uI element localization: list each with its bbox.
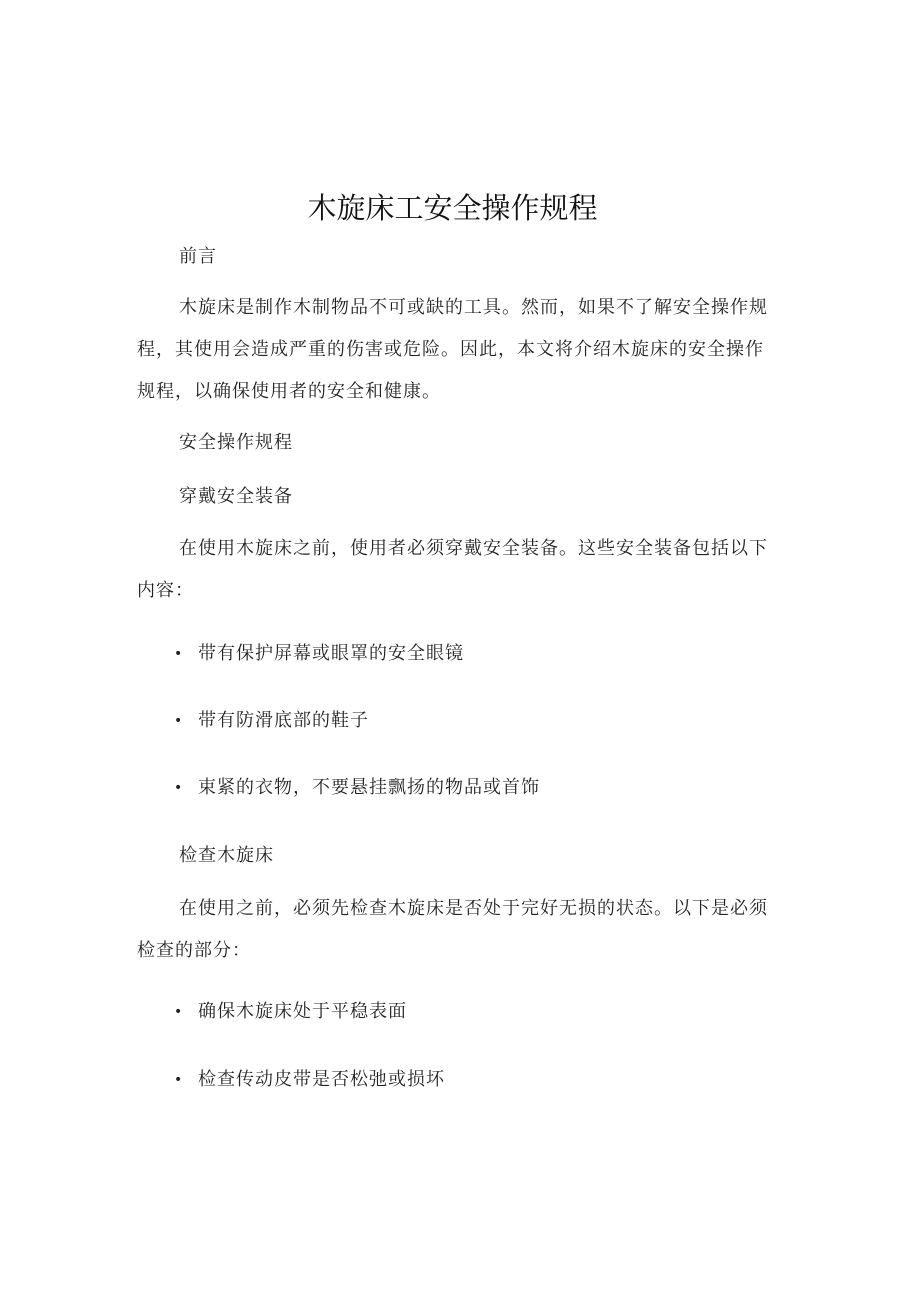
list-item-text: 带有防滑底部的鞋子 bbox=[198, 710, 369, 731]
list-item bbox=[174, 1068, 445, 1092]
subsection-heading-safety-gear: 穿戴安全装备 bbox=[179, 486, 293, 507]
preface-heading: 前言 bbox=[179, 246, 217, 267]
bullet-icon: • bbox=[174, 646, 184, 662]
document-title: 木旋床工安全操作规程 bbox=[307, 191, 598, 225]
list-item bbox=[174, 642, 464, 666]
inspect-lathe-paragraph: 在使用之前，必须先检查木旋床是否处于完好无损的状态。以下是必须检查的部分： bbox=[137, 898, 768, 961]
safety-gear-paragraph: 在使用木旋床之前，使用者必须穿戴安全装备。这些安全装备包括以下内容： bbox=[137, 538, 768, 601]
subsection-heading-inspect-lathe: 检查木旋床 bbox=[179, 845, 274, 866]
bullet-icon: • bbox=[174, 713, 184, 729]
bullet-icon: • bbox=[174, 1072, 184, 1088]
list-item-text: 确保木旋床处于平稳表面 bbox=[198, 1001, 407, 1022]
list-item bbox=[174, 709, 369, 733]
intro-paragraph: 木旋床是制作木制物品不可或缺的工具。然而，如果不了解安全操作规程，其使用会造成严重的伤害或危险。因此，本文将介绍木旋床的安全操作规程，以确保使用者的安全和健康。 bbox=[137, 297, 768, 402]
list-item-text: 束紧的衣物，不要悬挂飘扬的物品或首饰 bbox=[198, 777, 540, 798]
list-item bbox=[174, 776, 540, 800]
bullet-icon: • bbox=[174, 780, 184, 796]
section-heading: 安全操作规程 bbox=[179, 432, 293, 453]
list-item bbox=[174, 1000, 407, 1024]
list-item-text: 检查传动皮带是否松弛或损坏 bbox=[198, 1069, 445, 1090]
bullet-icon: • bbox=[174, 1004, 184, 1020]
list-item-text: 带有保护屏幕或眼罩的安全眼镜 bbox=[198, 643, 464, 664]
